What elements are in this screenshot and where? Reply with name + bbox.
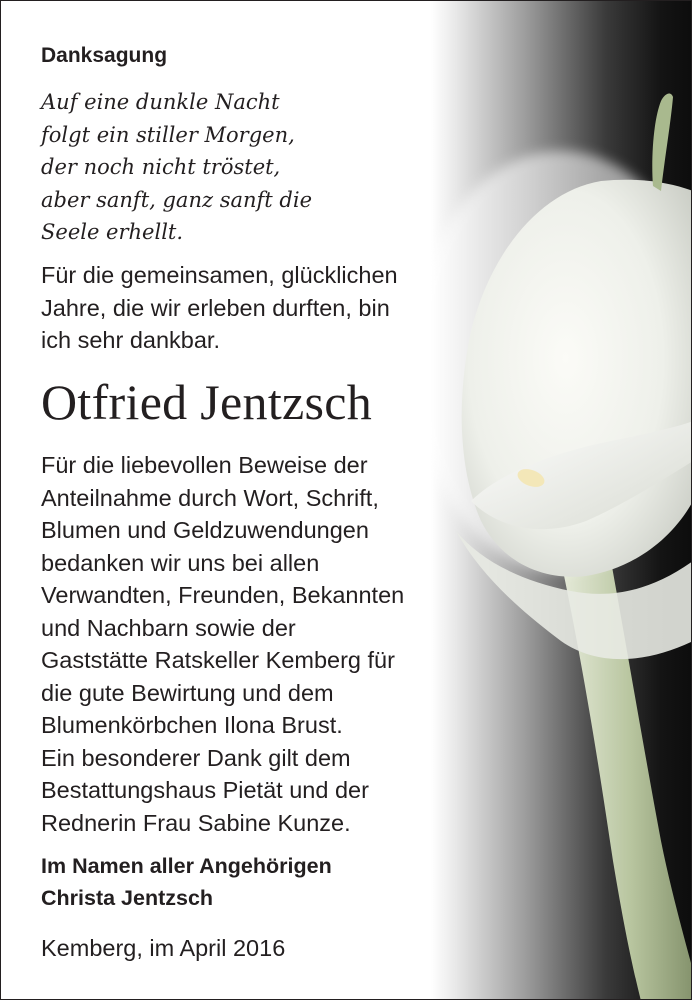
signature-name: Christa Jentzsch	[41, 886, 214, 910]
deceased-name: Otfried Jentzsch	[41, 374, 373, 430]
body-line: Bestattungshaus Pietät und der	[41, 777, 369, 803]
intro-line: Für die gemeinsamen, glücklichen	[41, 262, 398, 288]
signature	[41, 850, 332, 914]
heading: Danksagung	[41, 44, 168, 67]
poem-line: aber sanft, ganz sanft die	[41, 187, 313, 212]
body-line: bedanken wir uns bei allen	[41, 549, 320, 576]
signature-line: Im Namen aller Angehörigen	[41, 854, 332, 878]
body-line: Verwandten, Freunden, Bekannten	[41, 582, 405, 608]
poem-line: Auf eine dunkle Nacht	[41, 90, 280, 114]
body-line: Blumen und Geldzuwendungen	[41, 517, 369, 543]
thanks-paragraph	[41, 449, 404, 839]
body-line: Für die liebevollen Beweise der	[41, 452, 368, 478]
intro-line: Jahre, die wir erleben durften, bin	[41, 294, 390, 321]
place-date: Kemberg, im April 2016	[41, 935, 286, 961]
body-line: Rednerin Frau Sabine Kunze.	[41, 809, 351, 836]
intro-line: ich sehr dankbar.	[41, 327, 220, 353]
poem-line: der noch nicht tröstet,	[41, 155, 281, 179]
intro-paragraph	[41, 259, 398, 357]
body-line: Gaststätte Ratskeller Kemberg für	[41, 647, 395, 673]
poem-line: folgt ein stiller Morgen,	[41, 122, 295, 147]
body-line: Blumenkörbchen Ilona Brust.	[41, 712, 343, 738]
body-line: und Nachbarn sowie der	[41, 614, 296, 641]
poem	[41, 86, 312, 249]
body-line: Anteilnahme durch Wort, Schrift,	[41, 484, 379, 511]
lily-tip	[652, 94, 673, 191]
body-line: Ein besonderer Dank gilt dem	[41, 744, 351, 771]
body-line: die gute Bewirtung und dem	[41, 679, 334, 706]
poem-line: Seele erhellt.	[41, 220, 184, 244]
